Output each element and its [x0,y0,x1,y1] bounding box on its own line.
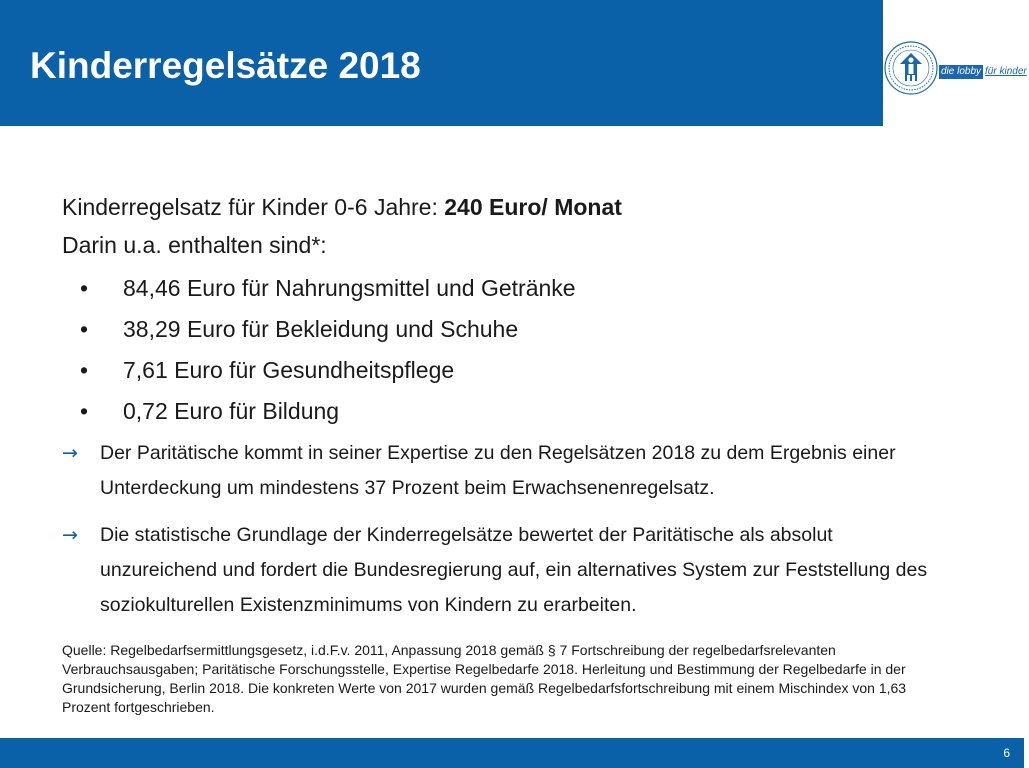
arrow-right-icon: → [62,524,78,546]
logo-tagline [939,65,1027,79]
bullet-icon: • [80,275,89,301]
page-number: 6 [1003,746,1010,760]
expense-list [62,268,942,432]
logo-tagline-main: die lobby [941,66,982,77]
bullet-icon: • [80,398,89,424]
list-item-text: 38,29 Euro für Bekleidung und Schuhe [123,316,519,342]
list-item [62,309,942,350]
source-note: Quelle: Regelbedarfsermittlungsgesetz, i.d.F.v. 2011, Anpassung 2018 gemäß § 7 Fortschreibung der regelbedarfsrelevanten Verbrauchsausgaben; Paritätische Forschungsstelle, Expertise Regelbedarfe 2018. Herleitung und Bestimmung der Regelbedarfe in der Grundsicherung, Berlin 2018. Die konkreten Werte von 2017 wurden gemäß Regelbedarfsfortschreibung mit einem Mischindex von 1,63 Prozent fortgeschrieben. [62,642,907,715]
rate-line [62,188,942,226]
list-item-text: 0,72 Euro für Bildung [123,398,340,424]
list-item [62,350,942,391]
list-item [62,391,942,432]
list-item-text: 84,46 Euro für Nahrungsmittel und Getränke [123,275,576,301]
list-item-text: 7,61 Euro für Gesundheitspflege [123,357,455,383]
included-heading: Darin u.a. enthalten sind*: [62,232,327,258]
slide-title: Kinderregelsätze 2018 [30,45,421,86]
bullet-icon: • [80,357,89,383]
footer-bar [0,738,1024,768]
arrow-right-icon: → [62,442,78,464]
rate-line-value: 240 Euro/ Monat [444,194,622,220]
header-bar [0,0,883,126]
bullet-icon: • [80,316,89,342]
list-item [62,268,942,309]
dksb-logo-icon [883,40,939,96]
logo-area [883,0,1027,126]
slide-content [62,188,942,717]
logo-tagline-tail: für kinder [985,66,1027,77]
conclusion-text: Der Paritätische kommt in seiner Expertise zu den Regelsätzen 2018 zu dem Ergebnis einer Unterdeckung um mindestens 37 Prozent beim Erwachsenenregelsatz. [100,442,896,499]
conclusion-item [62,436,942,506]
conclusion-item [62,518,942,623]
rate-line-label: Kinderregelsatz für Kinder 0-6 Jahre: [62,194,445,220]
conclusion-text: Die statistische Grundlage der Kinderregelsätze bewertet der Paritätische als absolut unzureichend und fordert die Bundesregierung auf, ein alternatives System zur Feststellung des soziokulturellen Existenzminimums von Kindern zu erarbeiten. [100,524,928,616]
